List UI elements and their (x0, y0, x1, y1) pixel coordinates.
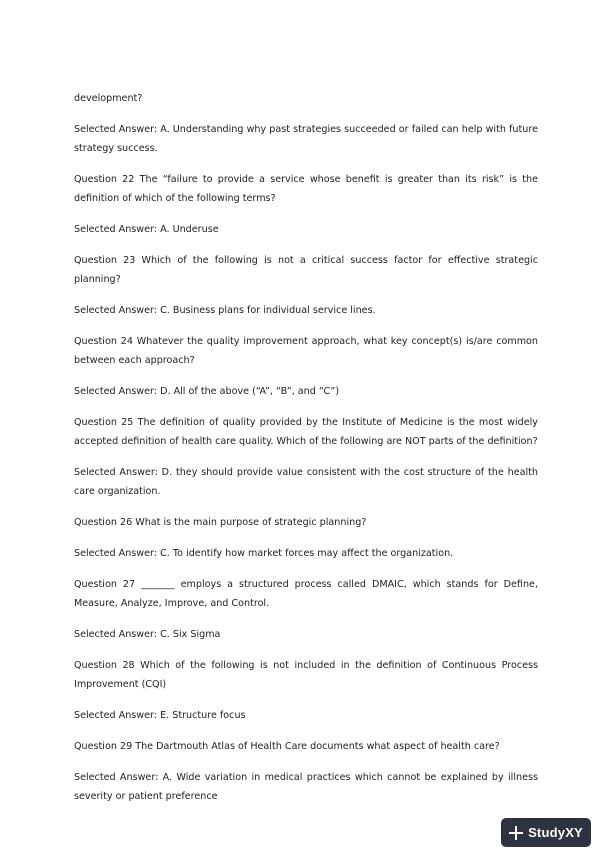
studyxy-badge[interactable] (501, 818, 591, 847)
paragraph: Question 29 The Dartmouth Atlas of Health Care documents what aspect of health care? (74, 741, 500, 752)
paragraph: Question 28 Which of the following is not included in the definition of Continuous Process Improvement (CQI) (74, 660, 538, 690)
paragraph: Question 24 Whatever the quality improvement approach, what key concept(s) is/are common between each approach? (74, 336, 538, 366)
paragraph: Selected Answer: A. Understanding why past strategies succeeded or failed can help with future strategy success. (74, 124, 538, 154)
paragraph: Question 23 Which of the following is not a critical success factor for effective strategic planning? (74, 255, 538, 285)
paragraph: development? (74, 93, 143, 104)
paragraph: Selected Answer: C. Six Sigma (74, 629, 221, 640)
paragraph: Selected Answer: A. Wide variation in medical practices which cannot be explained by illness severity or patient preference (74, 772, 538, 802)
brand-logo-text (528, 825, 583, 840)
paragraph: Selected Answer: A. Underuse (74, 224, 219, 235)
document-body (74, 89, 538, 818)
paragraph: Selected Answer: D. All of the above (“A”, “B”, and “C”) (74, 386, 340, 397)
paragraph: Question 22 The “failure to provide a service whose benefit is greater than its risk” is the definition of which of the following terms? (74, 174, 538, 204)
brand-prefix: Study (528, 825, 566, 840)
paragraph: Question 25 The definition of quality provided by the Institute of Medicine is the most widely accepted definition of health care quality. Which of the following are NOT parts of the definition? (74, 417, 538, 447)
paragraph: Selected Answer: C. Business plans for individual service lines. (74, 305, 376, 316)
paragraph: Question 26 What is the main purpose of strategic planning? (74, 517, 367, 528)
brand-suffix: XY (565, 825, 583, 840)
paragraph: Selected Answer: E. Structure focus (74, 710, 246, 721)
paragraph: Question 27 _______ employs a structured process called DMAIC, which stands for Define, Measure, Analyze, Improve, and Control. (74, 579, 538, 609)
plus-icon (509, 826, 523, 840)
paragraph: Selected Answer: D. they should provide value consistent with the cost structure of the health care organization. (74, 467, 538, 497)
paragraph: Selected Answer: C. To identify how market forces may affect the organization. (74, 548, 454, 559)
